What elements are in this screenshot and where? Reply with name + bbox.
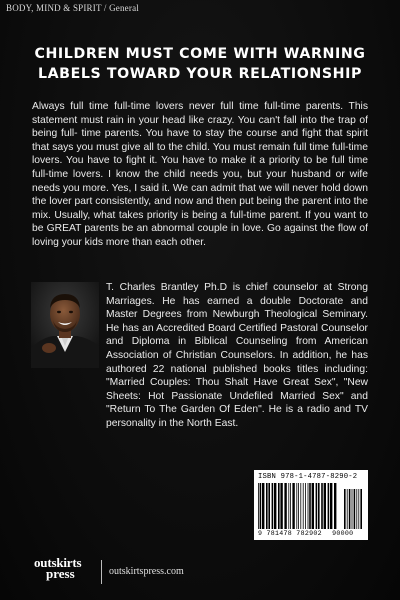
barcode-bar	[262, 483, 264, 529]
barcode-bar	[324, 483, 326, 529]
barcode-bar	[330, 483, 332, 529]
isbn-barcode	[254, 470, 368, 540]
barcode-bar	[334, 483, 336, 529]
barcode-addon-bar	[347, 489, 348, 529]
barcode-bar	[318, 483, 320, 529]
barcode-addon-bar	[360, 489, 362, 529]
barcode-bar	[309, 483, 311, 529]
barcode-bar	[298, 483, 299, 529]
publisher-logo	[34, 557, 81, 579]
isbn-text	[258, 473, 357, 481]
publisher-url: outskirtspress.com	[109, 566, 184, 577]
barcode-digits	[258, 530, 353, 537]
barcode-bar	[303, 483, 304, 529]
barcode-bar	[308, 483, 309, 529]
barcode-addon-bar	[344, 489, 346, 529]
title-line-2: LABELS TOWARD YOUR RELATIONSHIP	[37, 66, 363, 82]
barcode-bar	[290, 483, 291, 529]
category-label: BODY, MIND & SPIRIT / General	[6, 3, 139, 13]
barcode-bar	[284, 483, 286, 529]
barcode-bar	[260, 483, 262, 529]
barcode-bar	[258, 483, 259, 529]
isbn-number: ISBN 978-1-4787-8290-2	[258, 473, 358, 481]
author-portrait-image	[31, 282, 99, 368]
barcode-bar	[300, 483, 301, 529]
barcode-bar	[321, 483, 323, 529]
barcode-bar	[312, 483, 314, 529]
barcode-bar	[274, 483, 276, 529]
barcode-addon-bar	[358, 489, 359, 529]
title-line-1: CHILDREN MUST COME WITH WARNING	[34, 46, 366, 62]
author-photo	[31, 282, 99, 368]
barcode-bar	[266, 483, 268, 529]
publisher-logo-line-2: press	[46, 566, 75, 581]
barcode-bar	[268, 483, 270, 529]
barcode-bar	[272, 483, 274, 529]
barcode-bar	[328, 483, 330, 529]
barcode-addon-bar	[354, 489, 356, 529]
barcode-addon-bar	[352, 489, 353, 529]
description-paragraph: Always full time full-time lovers never full time full-time parents. This statement must rain in your head like crazy. You can't fall into the trap of being full- time parents. You have to stay the course and fight that spirit that says you must give all to the child. You must remain full time full-time lovers. You have to fight it. You have to make it a priority to be full time full-time lovers. I know the child needs you, but your husband or wife needs you more. Yes, I said it. We can admit that we will never hold down the lover part consistently, and now and then put being the parent into the mix. Usually, what takes priority is being a full-time parent. If you want to be GREAT parents be an abnormal couple in love. Go against the flow of loving your kids more than each other.	[32, 101, 368, 248]
barcode-image	[258, 483, 364, 529]
barcode-bar	[316, 483, 318, 529]
barcode-bar	[280, 483, 282, 529]
isbn-addon: 90000	[332, 530, 354, 537]
barcode-bar	[296, 483, 297, 529]
publisher-logo-line-1: outskirts	[34, 555, 82, 570]
barcode-bar	[288, 483, 289, 529]
barcode-digit-string: 9 781478 782902	[258, 530, 322, 537]
author-bio: T. Charles Brantley Ph.D is chief counselor at Strong Marriages. He has earned a double Doctorate and Master Degrees from Newburgh Theological Seminary. He has an Accredited Board Certified Pastoral Counselor and Diploma in Biblical Counseling from American Association of Christian Counselors. In addition, he has authored 22 national published books titles including: "Married Couples: Thou Shalt Have Great Sex", "New Sheets: Hot Passionate Undefiled Married Sex" and "Return To The Garden Of Eden". He is a radio and TV personality in the North East.	[106, 282, 368, 429]
barcode-bar	[305, 483, 306, 529]
back-cover-title	[20, 44, 380, 84]
barcode-bar	[292, 483, 294, 529]
barcode-addon-bar	[349, 489, 351, 529]
barcode-addon-bar	[356, 489, 357, 529]
publisher-divider	[101, 560, 102, 584]
barcode-bar	[278, 483, 280, 529]
